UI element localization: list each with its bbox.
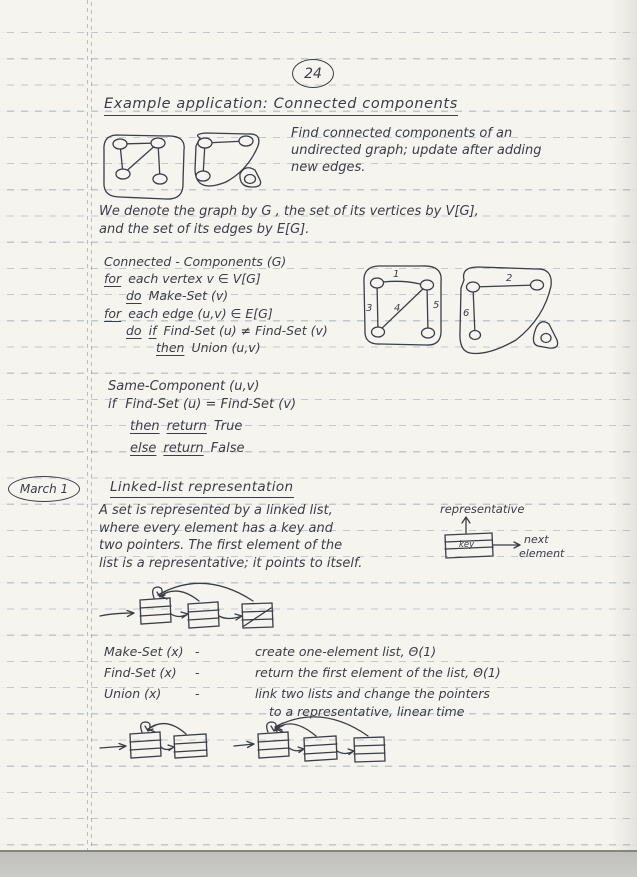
scanner-background	[0, 852, 637, 877]
back-arc	[160, 591, 199, 601]
operation-row	[104, 643, 501, 661]
margin-date-note	[8, 476, 80, 502]
numbered-edges-graph-sketch	[358, 256, 563, 361]
pseudocode-title: Same-Component (u,v)	[108, 379, 260, 394]
margin-rule-line	[86, 0, 92, 850]
vertex	[467, 282, 480, 292]
pseudocode-title: Connected - Components (G)	[104, 254, 287, 269]
connected-components-pseudocode	[104, 253, 328, 356]
nil-slash	[244, 608, 271, 626]
representative-node-diagram	[432, 497, 612, 567]
code-text: Union (u,v)	[191, 340, 261, 356]
keyword-do: do	[126, 322, 142, 338]
pseudocode-line	[104, 322, 328, 339]
operation-description-line1: link two lists and change the pointers	[255, 686, 490, 701]
operation-description: create one-element list, Θ(1)	[255, 644, 437, 659]
example-components-sketch	[100, 130, 285, 205]
vertex	[371, 278, 384, 288]
keyword-return: return	[166, 419, 207, 434]
edge-label-3: 3	[366, 303, 373, 314]
operation-name: Union (x)	[104, 686, 162, 701]
keyword-return: return	[163, 441, 204, 456]
entry-arrow	[100, 744, 126, 750]
vertex	[239, 136, 253, 146]
vertex	[421, 280, 434, 290]
representative-label: representative	[440, 502, 525, 516]
code-text: each vertex v ∈ V[G]	[128, 271, 261, 287]
notation-line-2: and the set of its edges by E[G].	[99, 221, 310, 237]
vertex	[372, 327, 385, 337]
page-number-badge	[292, 59, 334, 88]
intro-line-1: Find connected components of an	[291, 126, 513, 141]
dash: -	[195, 686, 200, 701]
keyword-for: for	[104, 305, 122, 321]
entry-arrow	[234, 742, 254, 748]
node-box	[258, 732, 289, 758]
next-arrow	[219, 614, 242, 620]
code-text: Find-Set (u) ≠ Find-Set (v)	[163, 322, 328, 338]
pseudocode-line	[108, 396, 296, 414]
next-arrow	[289, 747, 304, 753]
keyword-then: then	[156, 340, 185, 356]
entry-arrow	[100, 611, 134, 617]
node-box	[304, 736, 337, 761]
keyword-then: then	[130, 419, 160, 434]
next-arrow	[337, 749, 354, 755]
union-lists-sketch	[96, 721, 391, 793]
vertex	[153, 174, 167, 184]
vertex	[531, 280, 544, 290]
keyword-if: if	[148, 322, 157, 338]
edge-label-2: 2	[506, 273, 513, 284]
operation-row	[104, 664, 501, 682]
keyword-if: if	[108, 397, 117, 412]
edge-label-4: 4	[394, 303, 401, 314]
intro-note	[291, 125, 542, 176]
node-box	[140, 598, 171, 624]
paragraph-line-2: where every element has a key and	[99, 520, 333, 536]
edge-label-1: 1	[393, 269, 400, 280]
linked-list-heading: Linked-list representation	[110, 479, 294, 498]
notation-line-1: We denote the graph by G , the set of its vertices by V[G],	[99, 204, 479, 219]
node-box	[188, 602, 219, 628]
operation-row	[104, 685, 501, 721]
dash: -	[195, 665, 200, 680]
pseudocode-line	[104, 270, 328, 287]
keyword-else: else	[130, 441, 157, 456]
code-text: True	[213, 419, 243, 434]
linked-list-paragraph	[99, 502, 362, 572]
back-arc	[158, 583, 253, 601]
linked-list-three-node-sketch	[96, 585, 321, 647]
same-component-pseudocode	[108, 378, 296, 458]
keyword-for: for	[104, 271, 122, 287]
operation-description: return the first element of the list, Θ(1)	[255, 665, 501, 680]
pseudocode-line	[108, 440, 296, 458]
node-box	[354, 737, 385, 762]
code-text: False	[210, 441, 245, 456]
paragraph-line-3: two pointers. The first element of the	[99, 538, 343, 554]
margin-date-text: March 1	[19, 482, 69, 496]
edge-label-6: 6	[463, 308, 470, 319]
dash: -	[195, 644, 200, 659]
edge-label-5: 5	[433, 300, 440, 311]
next-arrow	[493, 542, 520, 548]
operation-description	[255, 685, 501, 721]
page-number: 24	[304, 65, 322, 82]
next-label-line1: next	[524, 533, 549, 546]
operations-table	[104, 643, 501, 724]
node-box	[130, 732, 161, 758]
operation-description-line2: to a representative, linear time	[269, 704, 465, 719]
representative-arrow	[462, 517, 470, 533]
notation-paragraph	[99, 203, 479, 238]
vertex	[196, 171, 210, 181]
next-arrow	[171, 612, 188, 618]
vertex	[541, 334, 551, 343]
operation-name: Find-Set (x)	[104, 665, 177, 680]
key-label: key	[459, 540, 475, 550]
vertex	[245, 175, 256, 184]
pseudocode-line	[104, 339, 328, 356]
code-text: each edge (u,v) ∈ E[G]	[128, 305, 273, 321]
code-text: Find-Set (u) = Find-Set (v)	[125, 397, 297, 412]
paragraph-line-4: list is a representative; it points to itself.	[99, 555, 363, 571]
scan-edge-shadow	[611, 0, 637, 850]
vertex	[151, 138, 165, 148]
paragraph-line-1: A set is represented by a linked list,	[99, 503, 333, 518]
intro-line-2: undirected graph; update after adding	[291, 143, 542, 158]
next-arrow	[161, 745, 174, 751]
operation-name: Make-Set (x)	[104, 644, 184, 659]
vertex	[116, 169, 130, 179]
intro-line-3: new edges.	[291, 160, 366, 175]
pseudocode-line	[108, 418, 296, 436]
vertex	[422, 328, 435, 338]
vertex	[113, 139, 127, 149]
page-title: Example application: Connected components	[104, 96, 458, 116]
pseudocode-line	[104, 287, 328, 304]
code-text: Make-Set (v)	[148, 288, 229, 304]
next-label-line2: element	[519, 547, 565, 560]
vertex	[198, 138, 212, 148]
pseudocode-line	[104, 305, 328, 322]
keyword-do: do	[126, 288, 142, 304]
vertex	[470, 331, 481, 340]
node-box	[174, 734, 207, 758]
